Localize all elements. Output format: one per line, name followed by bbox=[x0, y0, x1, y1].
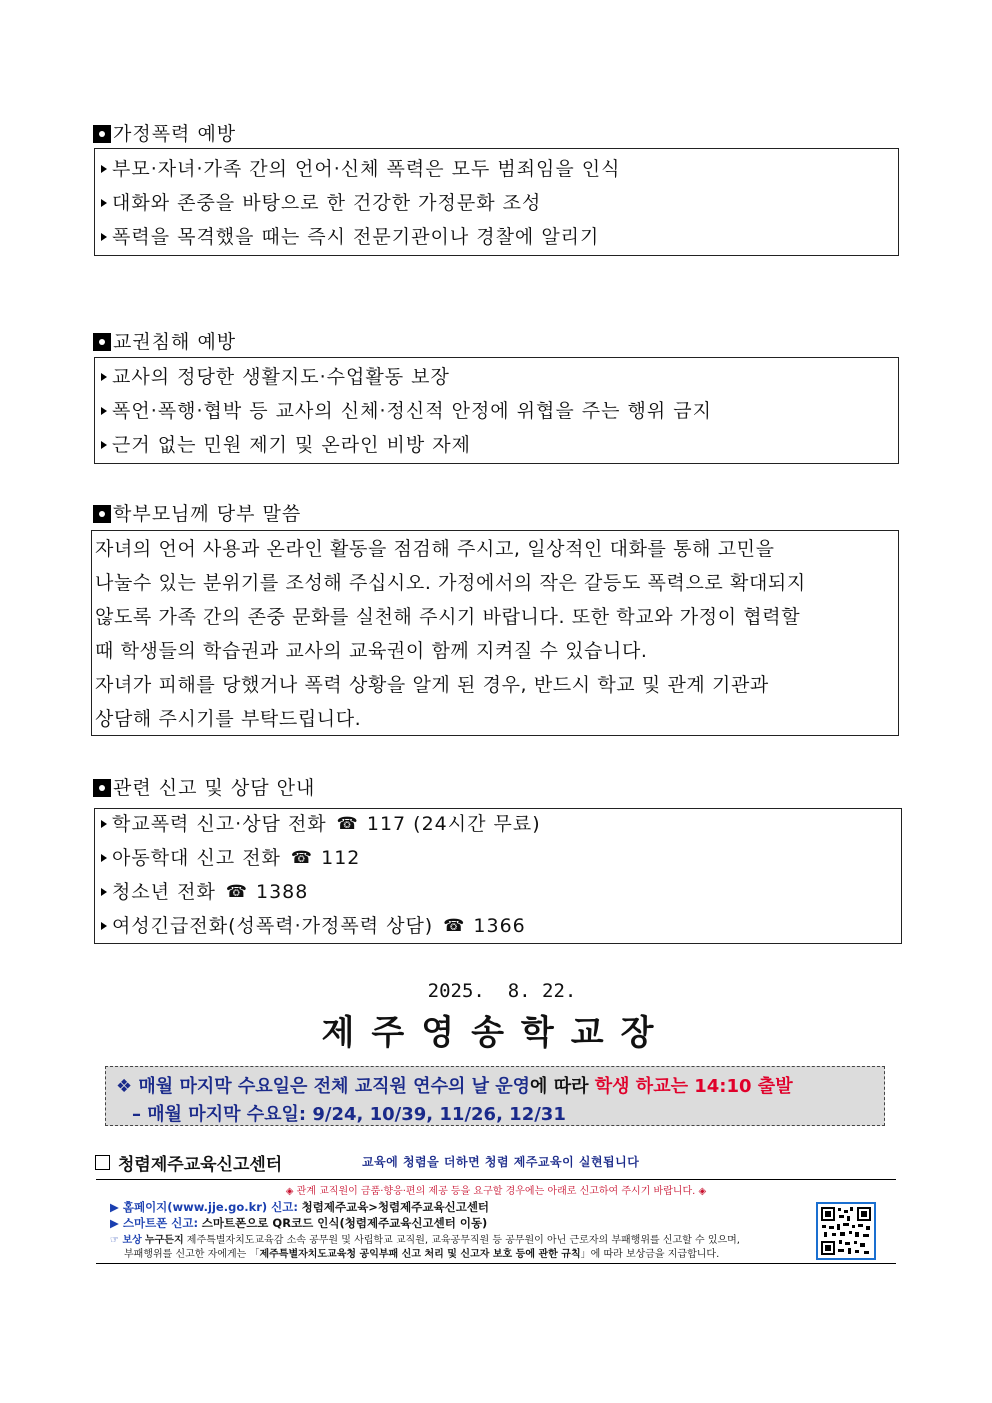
teacher-rights-box bbox=[94, 357, 899, 464]
paragraph-line: 자녀의 언어 사용과 온라인 활동을 점검해 주시고, 일상적인 대화를 통해 고민을 bbox=[95, 538, 775, 560]
bullet-square-icon bbox=[93, 125, 111, 143]
triangle-bullet-icon bbox=[101, 922, 107, 930]
section-title-report-guide: 관련 신고 및 상담 안내 bbox=[93, 776, 315, 800]
footer-notice: ◈ 관계 교직원이 금품·향응·편의 제공 등을 요구할 경우에는 아래로 신고하여 주시기 바랍니다. ◈ bbox=[285, 1186, 707, 1197]
diamond-bullet-icon: ❖ bbox=[116, 1076, 133, 1097]
notice-line-1: ❖ 매월 마지막 수요일은 전체 교직원 연수의 날 운영에 따라 학생 하교는 14:10 출발 bbox=[116, 1076, 793, 1097]
reward-line-2: 부패행위를 신고한 자에게는 「제주특별자치도교육청 공익부패 신고 처리 및 신고자 보호 등에 관한 규칙」에 따라 보상금을 지급합니다. bbox=[124, 1249, 720, 1260]
list-item: 대화와 존중을 바탕으로 한 건강한 가정문화 조성 bbox=[101, 191, 541, 215]
homepage-report-link[interactable]: 청렴제주교육>청렴제주교육신고센터 bbox=[301, 1200, 490, 1214]
paragraph-line: 않도록 가족 간의 존중 문화를 실천해 주시기 바랍니다. 또한 학교와 가정이 협력할 bbox=[95, 606, 801, 628]
section-title-domestic-violence: 가정폭력 예방 bbox=[93, 122, 236, 146]
contact-item: 여성긴급전화(성폭력·가정폭력 상담) ☎ 1366 bbox=[101, 914, 526, 938]
contact-item: 아동학대 신고 전화 ☎ 112 bbox=[101, 846, 360, 870]
report-guide-box bbox=[94, 808, 902, 944]
section-title-parent-request: 학부모님께 당부 말씀 bbox=[93, 502, 301, 526]
principal-signature: 제주영송학교장 bbox=[321, 1013, 671, 1053]
triangle-bullet-icon bbox=[101, 233, 107, 241]
list-item: 폭언·폭행·협박 등 교사의 신체·정신적 안정에 위협을 주는 행위 금지 bbox=[101, 399, 712, 423]
paragraph-line: 자녀가 피해를 당했거나 폭력 상황을 알게 된 경우, 반드시 학교 및 관계 기관과 bbox=[95, 674, 769, 696]
footer-divider-top bbox=[96, 1179, 896, 1180]
bullet-square-icon bbox=[93, 505, 111, 523]
phone-icon: ☎ bbox=[443, 916, 466, 936]
contact-item: 학교폭력 신고·상담 전화 ☎ 117 (24시간 무료) bbox=[101, 812, 541, 836]
reward-line: ☞ 보상 누구든지 제주특별자치도교육감 소속 공무원 및 사립학교 교직원, 교육공무직원 등 공무원이 아닌 근로자의 부패행위를 신고할 수 있으며, bbox=[110, 1235, 740, 1246]
section-title-teacher-rights: 교권침해 예방 bbox=[93, 330, 236, 354]
triangle-bullet-icon bbox=[101, 373, 107, 381]
triangle-bullet-icon bbox=[101, 888, 107, 896]
smartphone-report-line: ▶ 스마트폰 신고: 스마트폰으로 QR코드 인식(청렴제주교육신고센터 이동) bbox=[110, 1216, 488, 1230]
integrity-slogan: 교육에 청렴을 더하면 청렴 제주교육이 실현됩니다 bbox=[362, 1155, 640, 1169]
triangle-bullet-icon bbox=[101, 165, 107, 173]
phone-icon: ☎ bbox=[336, 814, 359, 834]
contact-item: 청소년 전화 ☎ 1388 bbox=[101, 880, 308, 904]
triangle-bullet-icon bbox=[101, 199, 107, 207]
checkbox-square-icon bbox=[95, 1155, 110, 1170]
schedule-notice bbox=[105, 1066, 885, 1126]
triangle-bullet-icon bbox=[101, 441, 107, 449]
paragraph-line: 상담해 주시기를 부탁드립니다. bbox=[95, 708, 362, 730]
triangle-bullet-icon bbox=[101, 407, 107, 415]
list-item: 폭력을 목격했을 때는 즉시 전문기관이나 경찰에 알리기 bbox=[101, 225, 599, 249]
qr-code-icon[interactable] bbox=[816, 1202, 876, 1260]
phone-icon: ☎ bbox=[225, 882, 248, 902]
list-item: 부모·자녀·가족 간의 언어·신체 폭력은 모두 범죄임을 인식 bbox=[101, 157, 621, 181]
phone-icon: ☎ bbox=[290, 848, 314, 868]
paragraph-line: 때 학생들의 학습권과 교사의 교육권이 함께 지켜질 수 있습니다. bbox=[95, 640, 648, 662]
bullet-square-icon bbox=[93, 779, 111, 797]
parent-request-box bbox=[91, 530, 899, 736]
footer-divider-bottom bbox=[96, 1263, 896, 1264]
notice-line-2: – 매월 마지막 수요일: 9/24, 10/39, 11/26, 12/31 bbox=[132, 1104, 566, 1125]
paragraph-line: 나눌수 있는 분위기를 조성해 주십시오. 가정에서의 작은 갈등도 폭력으로 확대되지 bbox=[95, 572, 806, 594]
document-date: 2025. 8. 22. bbox=[427, 980, 577, 1002]
report-center-heading: 청렴제주교육신고센터 bbox=[95, 1150, 282, 1175]
list-item: 교사의 정당한 생활지도·수업활동 보장 bbox=[101, 365, 450, 389]
homepage-report-line: ▶ 홈페이지(www.jje.go.kr) 신고: 청렴제주교육>청렴제주교육신고센터 bbox=[110, 1200, 490, 1214]
triangle-bullet-icon bbox=[101, 820, 107, 828]
list-item: 근거 없는 민원 제기 및 온라인 비방 자제 bbox=[101, 433, 471, 457]
triangle-bullet-icon bbox=[101, 854, 107, 862]
bullet-square-icon bbox=[93, 333, 111, 351]
domestic-violence-box bbox=[94, 148, 899, 256]
